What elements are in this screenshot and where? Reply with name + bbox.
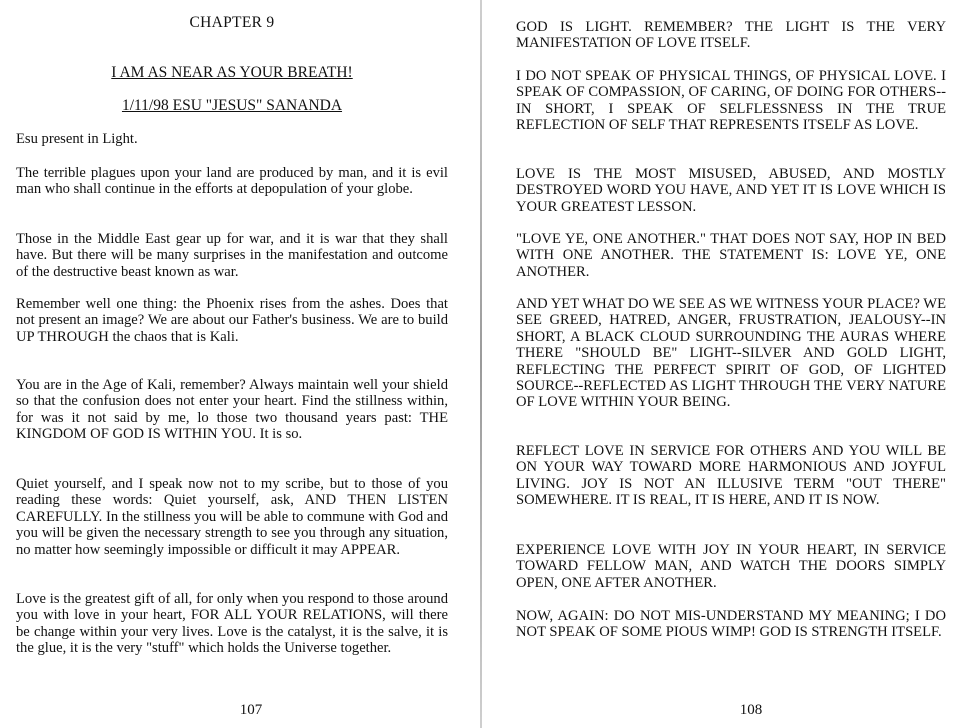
- page-number: 107: [239, 702, 263, 718]
- paragraph: The terrible plagues upon your land are produced by man, and it is evil man who shall continue in the efforts at depopulation of your globe.: [16, 165, 448, 198]
- paragraph: You are in the Age of Kali, remember? Always maintain well your shield so that the confusion does not enter your heart. Find the stillness within, for was it not said by me, lo those two thousand years past: THE KINGDOM OF GOD IS WITHIN YOU. It is so.: [16, 377, 448, 443]
- paragraph: Esu present in Light.: [16, 131, 138, 147]
- paragraph: Remember well one thing: the Phoenix rises from the ashes. Does that not present an image? We are about our Father's business. We are to build UP THROUGH the chaos that is Kali.: [16, 296, 448, 345]
- paragraph: EXPERIENCE LOVE WITH JOY IN YOUR HEART, IN SERVICE TOWARD FELLOW MAN, AND WATCH THE DOORS SIMPLY OPEN, ONE AFTER ANOTHER.: [516, 542, 946, 591]
- paragraph: NOW, AGAIN: DO NOT MIS-UNDERSTAND MY MEANING; I DO NOT SPEAK OF SOME PIOUS WIMP! GOD IS STRENGTH ITSELF.: [516, 608, 946, 641]
- page-number: 108: [739, 702, 763, 718]
- paragraph: AND YET WHAT DO WE SEE AS WE WITNESS YOUR PLACE? WE SEE GREED, HATRED, ANGER, FRUSTRATION, JEALOUSY--IN SHORT, A BLACK CLOUD SURROUNDING THE AURAS WHERE THERE "SHOULD BE" LIGHT--SILVER AND GOLD LIGHT, REFLECTING THE PERFECT SPIRIT OF GOD, OF LIGHTED SOURCE--REFLECTED AS LIGHT THROUGH THE VERY NATURE OF LOVE WITHIN YOUR BEING.: [516, 296, 946, 411]
- book-gutter: [480, 0, 482, 728]
- paragraph: REFLECT LOVE IN SERVICE FOR OTHERS AND YOU WILL BE ON YOUR WAY TOWARD MORE HARMONIOUS AND JOYFUL LIVING. JOY IS NOT AN ILLUSIVE TERM "OUT THERE" SOMEWHERE. IT IS REAL, IT IS HERE, AND IT IS NOW.: [516, 443, 946, 509]
- paragraph: Quiet yourself, and I speak now not to my scribe, but to those of you reading these words: Quiet yourself, ask, AND THEN LISTEN CAREFULLY. In the stillness you will be able to commune with God and you will be given the necessary strength to see you through any situation, no matter how seemingly impossible or difficult it may APPEAR.: [16, 476, 448, 558]
- chapter-heading: CHAPTER 9: [189, 14, 275, 31]
- paragraph: Love is the greatest gift of all, for only when you respond to those around you with love in your heart, FOR ALL YOUR RELATIONS, will there be change within your very lives. Love is the catalyst, it is the salve, it is the glue, it is the very "stuff" which holds the Universe together.: [16, 591, 448, 657]
- left-page: [16, 0, 448, 728]
- dateline: 1/11/98 ESU "JESUS" SANANDA: [121, 97, 343, 114]
- right-page: [516, 0, 946, 728]
- paragraph: Those in the Middle East gear up for war, and it is war that they shall have. But there will be many surprises in the manifestation and outcome of the destructive beast known as war.: [16, 231, 448, 280]
- paragraph: "LOVE YE, ONE ANOTHER." THAT DOES NOT SAY, HOP IN BED WITH ONE ANOTHER. THE STATEMENT IS: LOVE YE, ONE ANOTHER.: [516, 231, 946, 280]
- paragraph: LOVE IS THE MOST MISUSED, ABUSED, AND MOSTLY DESTROYED WORD YOU HAVE, AND YET IT IS LOVE WHICH IS YOUR GREATEST LESSON.: [516, 166, 946, 215]
- chapter-title: I AM AS NEAR AS YOUR BREATH!: [111, 64, 353, 81]
- paragraph: GOD IS LIGHT. REMEMBER? THE LIGHT IS THE VERY MANIFESTATION OF LOVE ITSELF.: [516, 19, 946, 52]
- paragraph: I DO NOT SPEAK OF PHYSICAL THINGS, OF PHYSICAL LOVE. I SPEAK OF COMPASSION, OF CARING, OF DOING FOR OTHERS--IN SHORT, I SPEAK OF SELFLESSNESS IN THE TRUE REFLECTION OF SELF THAT REPRESENTS ITSELF AS LOVE.: [516, 68, 946, 134]
